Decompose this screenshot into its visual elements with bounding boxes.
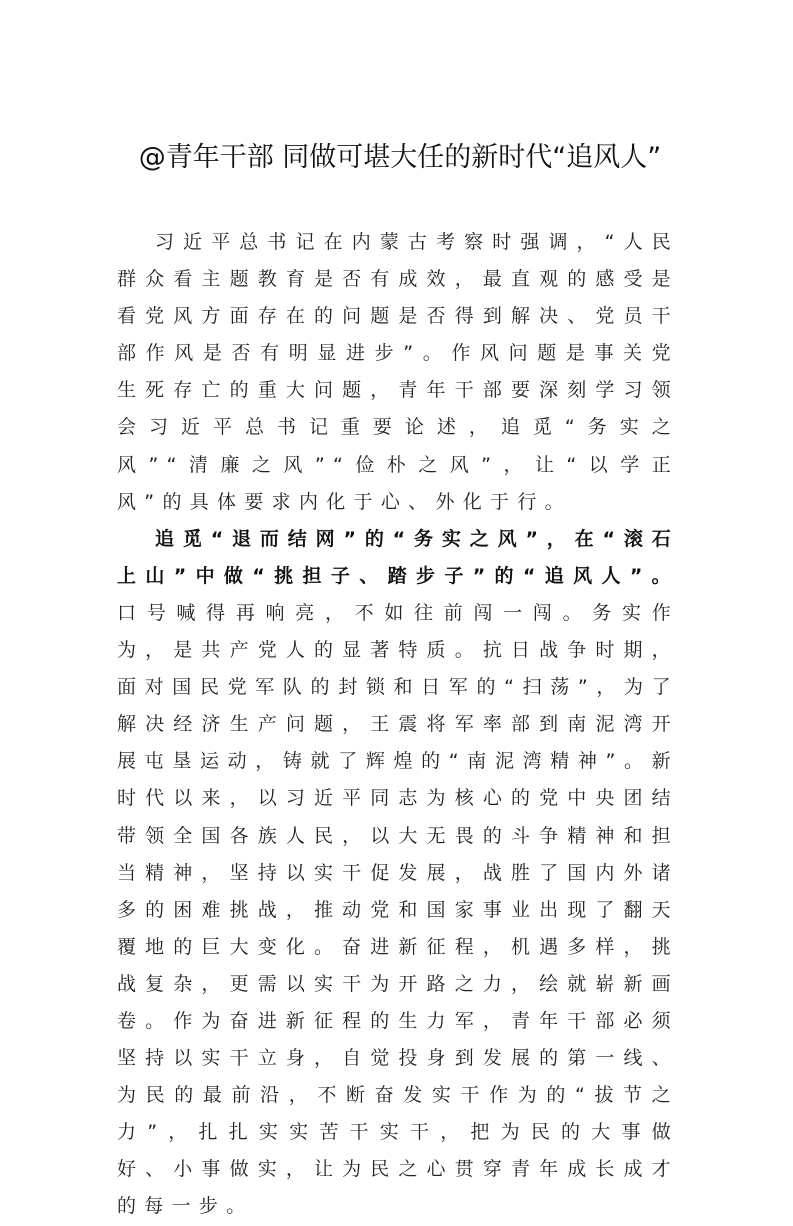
article-title: @青年干部 同做可堪大任的新时代“追风人” <box>138 142 662 173</box>
paragraph-practical-style <box>117 521 679 1226</box>
paragraph-lead: 追觅“退而结网”的“务实之风”，在“滚石上山”中做“挑担子、踏步子”的“追风人”。 <box>117 527 679 587</box>
paragraph-text: 口号喊得再响亮，不如往前闯一闯。务实作为，是共产党人的显著特质。抗日战争时期，面对国民党军队的封锁和日军的“扫荡”，为了解决经济生产问题，王震将军率部到南泥湾开展屯垦运动，铸就了辉煌的“南泥湾精神”。新时代以来，以习近平同志为核心的党中央团结带领全国各族人民，以大无畏的斗争精神和担当精神，坚持以实干促发展，战胜了国内外诸多的困难挑战，推动党和国家事业出现了翻天覆地的巨大变化。奋进新征程，机遇多样，挑战复杂，更需以实干为开路之力，绘就崭新画卷。作为奋进新征程的生力军，青年干部必须坚持以实干立身，自觉投身到发展的第一线、为民的最前沿，不断奋发实干作为的“拔节之力”，扎扎实实苦干实干，把为民的大事做好、小事做实，让为民之心贯穿青年成长成才的每一步。 <box>117 601 679 1218</box>
paragraph-intro <box>117 224 679 521</box>
paragraph-text: 习近平总书记在内蒙古考察时强调，“人民群众看主题教育是否有成效，最直观的感受是看党风方面存在的问题是否得到解决、党员干部作风是否有明显进步”。作风问题是事关党生死存亡的重大问题，青年干部要深刻学习领会习近平总书记重要论述，追觅“务实之风”“清廉之风”“俭朴之风”，让“以学正风”的具体要求内化于心、外化于行。 <box>117 231 679 513</box>
article-body <box>117 224 679 1226</box>
